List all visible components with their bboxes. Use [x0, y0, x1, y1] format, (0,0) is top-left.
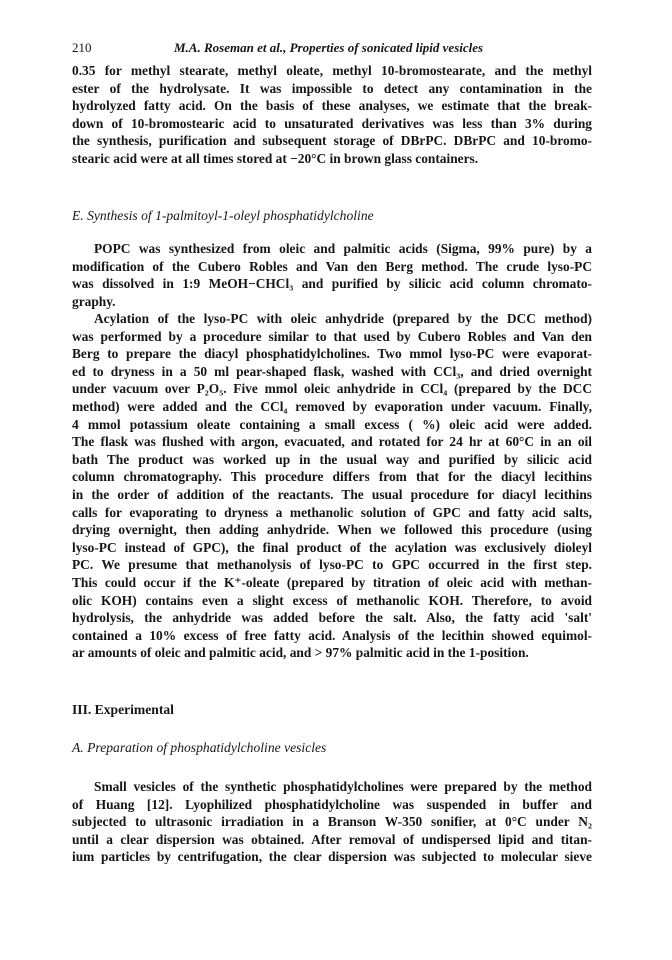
- text-line: modification of the Cubero Robles and Van den Berg method. The crude lyso-PC: [72, 258, 592, 274]
- paragraph-popc-synthesis: [72, 240, 592, 310]
- text-line: the synthesis, purification and subsequent storage of DBrPC. DBrPC and 10-bromo-: [72, 133, 592, 149]
- paragraph-vesicle-preparation: [72, 778, 592, 866]
- section-heading-experimental: III. Experimental: [72, 702, 174, 717]
- text-line: Acylation of the lyso-PC with oleic anhydride (prepared by the DCC method): [94, 311, 592, 326]
- text-line: PC. We presume that methanolysis of lyso-PC to GPC occurred in the first step.: [72, 557, 592, 573]
- text-line: bath The product was worked up in the usual way and purified by silicic acid: [72, 451, 592, 467]
- text-line: ester of the hydrolysate. It was impossible to detect any contamination in the: [72, 80, 592, 96]
- text-line: hydrolysis, the anhydride was added before the salt. Also, the fatty acid 'salt': [72, 610, 592, 626]
- text-line: hydrolyzed fatty acid. On the basis of these analyses, we estimate that the break-: [72, 98, 592, 114]
- subsection-heading-a: A. Preparation of phosphatidylcholine vesicles: [72, 740, 327, 755]
- text-line: ium particles by centrifugation, the clear dispersion was subjected to molecular sieve: [72, 849, 592, 865]
- text-line: ed to dryness in a 50 ml pear-shaped flask, washed with CCl₃, and dried overnight: [72, 363, 592, 379]
- page-number: 210: [72, 40, 92, 55]
- text-line: lyso-PC instead of GPC), the final product of the acylation was exclusively dioleyl: [72, 539, 592, 555]
- text-line: was performed by a procedure similar to that used by Cubero Robles and Van den: [72, 328, 592, 344]
- text-line: contained a 10% excess of free fatty acid. Analysis of the lecithin showed equimol-: [72, 627, 592, 643]
- text-line: drying overnight, then adding anhydride. When we followed this procedure (using: [72, 522, 592, 538]
- text-line: subjected to ultrasonic irradiation in a Branson W-350 sonifier, at 0°C under N₂: [72, 814, 592, 830]
- text-line: POPC was synthesized from oleic and palmitic acids (Sigma, 99% pure) by a: [94, 241, 592, 256]
- paragraph-carryover: [72, 62, 592, 168]
- text-line: This could occur if the K⁺-oleate (prepared by titration of oleic acid with methan-: [72, 574, 592, 590]
- text-line: down of 10-bromostearic acid to unsaturated derivatives was less than 3% during: [72, 115, 592, 131]
- text-line: ar amounts of oleic and palmitic acid, and > 97% palmitic acid in the 1-position.: [72, 645, 529, 661]
- running-title: M.A. Roseman et al., Properties of sonicated lipid vesicles: [174, 40, 484, 55]
- text-line: in the order of addition of the reactants. The usual procedure for diacyl lecithins: [72, 486, 592, 502]
- text-line: calls for evaporating to dryness a methanolic solution of GPC and fatty acid salts,: [72, 504, 592, 520]
- text-line: stearic acid were at all times stored at −20°C in brown glass containers.: [72, 150, 479, 166]
- text-line: Berg to prepare the diacyl phosphatidylcholines. Two mmol lyso-PC were evaporat-: [72, 346, 592, 362]
- text-line: 0.35 for methyl stearate, methyl oleate, methyl 10-bromostearate, and the methyl: [72, 63, 592, 78]
- running-header: [72, 40, 592, 60]
- text-line: olic KOH) contains even a slight excess of methanolic KOH. Therefore, to avoid: [72, 592, 592, 608]
- text-line: under vacuum over P₂O₅. Five mmol oleic anhydride in CCl₄ (prepared by the DCC: [72, 381, 592, 397]
- text-line: 4 mmol potassium oleate containing a small excess ( %) oleic acid were added.: [72, 416, 592, 432]
- text-line: method) were added and the CCl₄ removed by evaporation under vacuum. Finally,: [72, 398, 592, 414]
- text-line: graphy.: [72, 293, 116, 309]
- text-line: of Huang [12]. Lyophilized phosphatidylcholine was suspended in buffer and: [72, 796, 592, 812]
- text-line: until a clear dispersion was obtained. After removal of undispersed lipid and titan-: [72, 831, 592, 847]
- text-line: The flask was flushed with argon, evacuated, and rotated for 24 hr at 60°C in an oil: [72, 434, 592, 450]
- subsection-heading-e: E. Synthesis of 1-palmitoyl-1-oleyl phosphatidylcholine: [72, 208, 374, 223]
- text-line: column chromatography. This procedure differs from that for the diacyl lecithins: [72, 469, 592, 485]
- text-line: Small vesicles of the synthetic phosphatidylcholines were prepared by the method: [94, 779, 592, 794]
- paragraph-acylation: [72, 310, 592, 662]
- text-line: was dissolved in 1:9 MeOH−CHCl₃ and purified by silicic acid column chromato-: [72, 276, 592, 292]
